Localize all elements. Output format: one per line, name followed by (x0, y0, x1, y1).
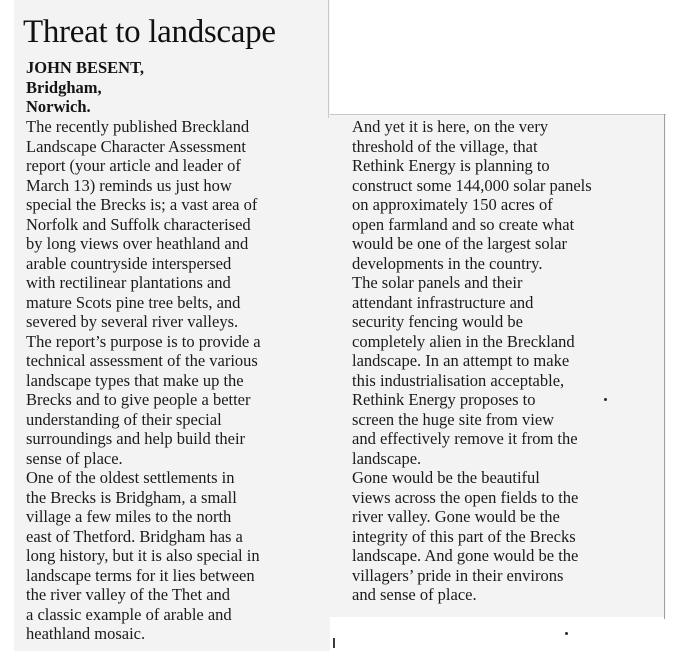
text-line: understanding of their special (26, 409, 222, 429)
text-line: sense of place. (26, 448, 123, 468)
text-line: surroundings and help build their (26, 429, 246, 448)
print-speck (604, 398, 607, 401)
clipping-right-edge (664, 114, 665, 619)
text-line: technical assessment of the various (26, 351, 258, 370)
text-line: views across the open fields to the (352, 487, 579, 507)
text-line: long history, but it is also special in (26, 546, 260, 565)
text-line: Landscape Character Assessment (26, 136, 246, 156)
text-line: security fencing would be (352, 312, 523, 331)
text-line: Gone would be the beautiful (352, 468, 540, 487)
text-line: The solar panels and their (352, 273, 523, 292)
text-line: and sense of place. (352, 585, 477, 604)
text-line: March 13) reminds us just how (26, 175, 232, 195)
text-line: and effectively remove it from the (352, 429, 578, 448)
text-line: construct some 144,000 solar panels (352, 175, 592, 195)
text-line: open farmland and so create what (352, 214, 575, 234)
text-line: special the Brecks is; a vast area of (26, 195, 258, 214)
text-line: The recently published Breckland (26, 117, 250, 136)
text-line: the Brecks is Bridgham, a small (26, 487, 237, 507)
text-line: screen the huge site from view (352, 409, 555, 429)
byline-village: Bridgham, (26, 77, 102, 97)
text-line: landscape types that make up the (26, 370, 244, 390)
byline-author: JOHN BESENT, (26, 58, 144, 77)
text-line: Norfolk and Suffolk characterised (26, 214, 251, 234)
article-headline: Threat to landscape (23, 14, 276, 50)
text-line: east of Thetford. Bridgham has a (26, 526, 243, 546)
text-line: with rectilinear plantations and (26, 273, 231, 292)
text-line: And yet it is here, on the very (352, 117, 549, 136)
byline-city: Norwich. (26, 97, 91, 116)
text-line: arable countryside interspersed (26, 253, 232, 273)
text-line: report (your article and leader of (26, 156, 241, 175)
text-line: Brecks and to give people a better (26, 390, 251, 409)
text-line: by long views over heathland and (26, 234, 249, 253)
text-line: landscape. (352, 448, 422, 468)
text-line: developments in the country. (352, 253, 543, 273)
text-line: on approximately 150 acres of (352, 195, 553, 214)
text-line: the river valley of the Thet and (26, 585, 231, 604)
text-line: this industrialisation acceptable, (352, 370, 565, 390)
text-line: landscape. And gone would be the (352, 546, 579, 565)
text-line: The report’s purpose is to provide a (26, 331, 261, 351)
article-column-left (26, 117, 261, 644)
clipping-top-edge (330, 114, 666, 115)
text-line: river valley. Gone would be the (352, 507, 560, 526)
text-line: severed by several river valleys. (26, 312, 239, 331)
text-line: heathland mosaic. (26, 624, 146, 643)
text-line: a classic example of arable and (26, 604, 232, 624)
print-speck (565, 632, 568, 635)
text-line: village a few miles to the north (26, 507, 232, 526)
text-line: One of the oldest settlements in (26, 468, 235, 487)
column-divider-top (328, 0, 329, 118)
text-line: landscape terms for it lies between (26, 565, 255, 585)
text-line: landscape. In an attempt to make (352, 351, 570, 370)
text-line: completely alien in the Breckland (352, 331, 575, 351)
text-line: Rethink Energy proposes to (352, 390, 536, 409)
text-line: would be one of the largest solar (352, 234, 568, 253)
text-line: Rethink Energy is planning to (352, 156, 550, 175)
article-byline (26, 58, 144, 117)
text-line: attendant infrastructure and (352, 292, 534, 312)
print-mark (333, 638, 335, 648)
text-line: mature Scots pine tree belts, and (26, 292, 241, 312)
text-line: villagers’ pride in their environs (352, 565, 564, 585)
text-line: integrity of this part of the Brecks (352, 526, 576, 546)
text-line: threshold of the village, that (352, 136, 538, 156)
article-column-right (352, 117, 592, 605)
